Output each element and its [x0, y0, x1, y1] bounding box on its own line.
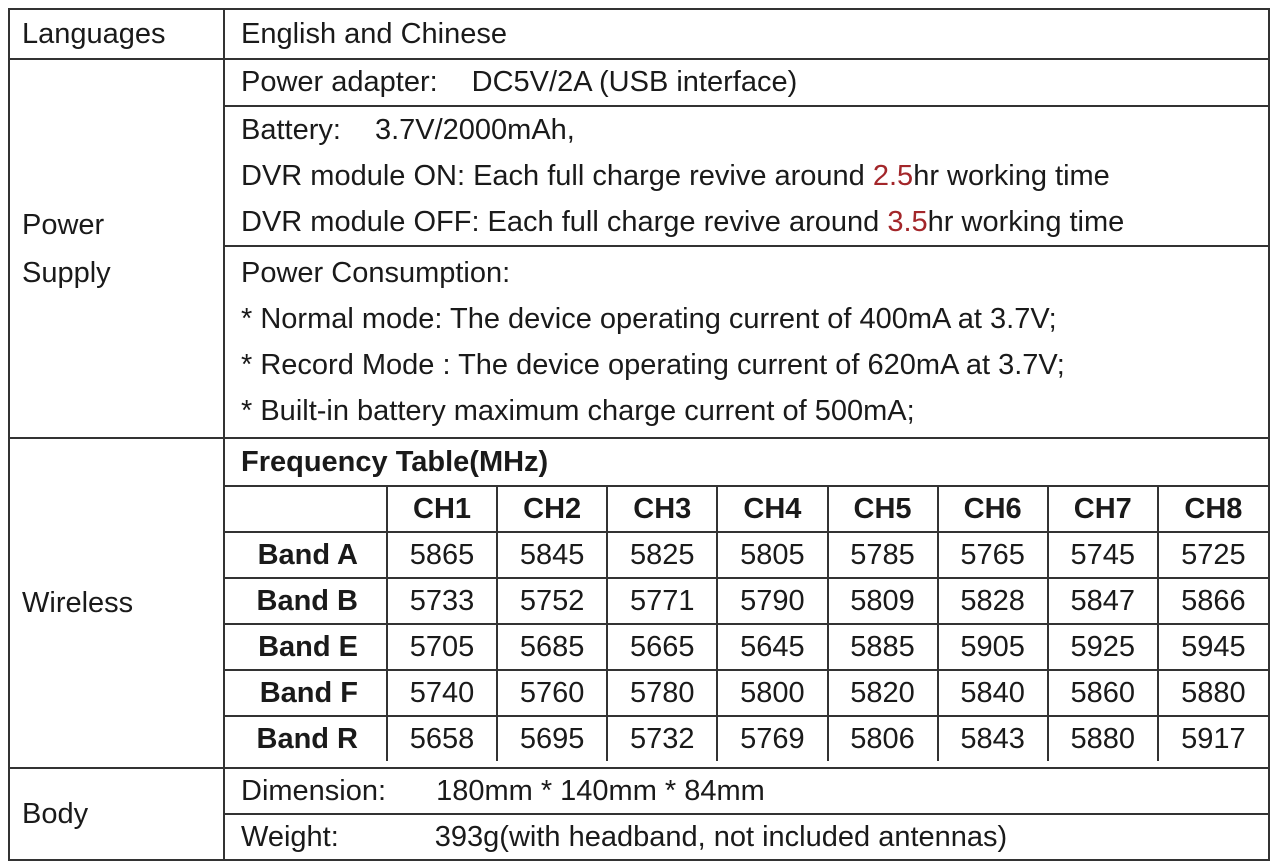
weight-value: 393g(with headband, not included antennas) — [434, 820, 1008, 853]
power-adapter-label: Power adapter: — [241, 66, 438, 98]
power-adapter-value: DC5V/2A (USB interface) — [471, 66, 798, 98]
frequency-value: 5733 — [387, 578, 497, 624]
frequency-value: 5925 — [1048, 624, 1158, 670]
dimension-value: 180mm * 140mm * 84mm — [436, 774, 765, 807]
wireless-label: Wireless — [9, 438, 224, 768]
frequency-value: 5805 — [717, 532, 827, 578]
frequency-value: 5880 — [1048, 716, 1158, 761]
power-supply-label-line2: Supply — [22, 256, 111, 289]
dvr-off-prefix: DVR module OFF: Each full charge revive around — [241, 206, 888, 238]
dvr-on-suffix: hr working time — [913, 160, 1110, 192]
frequency-cell — [224, 438, 1269, 768]
channel-header-ch5: CH5 — [828, 486, 938, 532]
frequency-table-body — [225, 486, 1268, 761]
frequency-value: 5665 — [607, 624, 717, 670]
frequency-value: 5645 — [717, 624, 827, 670]
band-name: Band F — [225, 670, 387, 716]
frequency-value: 5825 — [607, 532, 717, 578]
dvr-off-line — [241, 199, 1268, 245]
consumption-item: * Normal mode: The device operating current of 400mA at 3.7V; — [241, 303, 1057, 335]
frequency-corner-cell — [225, 486, 387, 532]
consumption-item: * Record Mode : The device operating current of 620mA at 3.7V; — [241, 349, 1065, 381]
channel-header-ch4: CH4 — [717, 486, 827, 532]
wireless-row — [9, 438, 1269, 768]
frequency-value: 5800 — [717, 670, 827, 716]
frequency-value: 5945 — [1158, 624, 1268, 670]
battery-label: Battery: — [241, 114, 341, 146]
frequency-value: 5752 — [497, 578, 607, 624]
dvr-off-hours: 3.5 — [887, 206, 928, 238]
weight-label: Weight: — [241, 820, 339, 853]
frequency-value: 5695 — [497, 716, 607, 761]
frequency-value: 5866 — [1158, 578, 1268, 624]
frequency-value: 5843 — [938, 716, 1048, 761]
channel-header-ch7: CH7 — [1048, 486, 1158, 532]
power-supply-label — [9, 59, 224, 438]
frequency-table — [225, 485, 1268, 761]
band-name: Band A — [225, 532, 387, 578]
frequency-value: 5732 — [607, 716, 717, 761]
frequency-value: 5765 — [938, 532, 1048, 578]
languages-value: English and Chinese — [224, 9, 1269, 59]
channel-header-ch3: CH3 — [607, 486, 717, 532]
frequency-value: 5745 — [1048, 532, 1158, 578]
frequency-value: 5771 — [607, 578, 717, 624]
frequency-value: 5790 — [717, 578, 827, 624]
power-consumption-title: Power Consumption: — [241, 257, 511, 289]
dimension-row — [9, 768, 1269, 814]
body-label: Body — [9, 768, 224, 860]
battery-line — [241, 107, 1268, 153]
frequency-value: 5685 — [497, 624, 607, 670]
band-row — [225, 716, 1268, 761]
power-consumption-cell — [224, 246, 1269, 438]
frequency-value: 5880 — [1158, 670, 1268, 716]
languages-label: Languages — [9, 9, 224, 59]
power-adapter-row — [9, 59, 1269, 106]
band-name: Band B — [225, 578, 387, 624]
band-name: Band E — [225, 624, 387, 670]
frequency-value: 5725 — [1158, 532, 1268, 578]
frequency-value: 5705 — [387, 624, 497, 670]
band-row — [225, 670, 1268, 716]
frequency-value: 5860 — [1048, 670, 1158, 716]
channel-header-ch1: CH1 — [387, 486, 497, 532]
frequency-value: 5785 — [828, 532, 938, 578]
frequency-value: 5828 — [938, 578, 1048, 624]
frequency-value: 5769 — [717, 716, 827, 761]
battery-value: 3.7V/2000mAh, — [374, 114, 575, 146]
frequency-header-row — [225, 486, 1268, 532]
dvr-on-hours: 2.5 — [872, 160, 914, 192]
battery-cell — [224, 106, 1269, 246]
frequency-value: 5820 — [828, 670, 938, 716]
frequency-value: 5809 — [828, 578, 938, 624]
frequency-value: 5917 — [1158, 716, 1268, 761]
frequency-value: 5740 — [387, 670, 497, 716]
band-row — [225, 532, 1268, 578]
consumption-item: * Built-in battery maximum charge current of 500mA; — [241, 395, 915, 427]
frequency-value: 5865 — [387, 532, 497, 578]
frequency-value: 5840 — [938, 670, 1048, 716]
power-adapter-cell — [224, 59, 1269, 106]
channel-header-ch2: CH2 — [497, 486, 607, 532]
frequency-value: 5658 — [387, 716, 497, 761]
frequency-value: 5760 — [497, 670, 607, 716]
dimension-label: Dimension: — [241, 774, 387, 807]
channel-header-ch6: CH6 — [938, 486, 1048, 532]
power-supply-label-line1: Power — [22, 208, 105, 241]
dvr-off-suffix: hr working time — [927, 206, 1125, 238]
spec-table — [8, 8, 1270, 861]
frequency-value: 5780 — [607, 670, 717, 716]
frequency-value: 5845 — [497, 532, 607, 578]
channel-header-ch8: CH8 — [1158, 486, 1268, 532]
band-row — [225, 578, 1268, 624]
band-row — [225, 624, 1268, 670]
frequency-value: 5905 — [938, 624, 1048, 670]
dvr-on-line — [241, 153, 1268, 199]
languages-row — [9, 9, 1269, 59]
frequency-value: 5885 — [828, 624, 938, 670]
weight-cell — [224, 814, 1269, 860]
frequency-table-title: Frequency Table(MHz) — [241, 446, 549, 478]
frequency-value: 5806 — [828, 716, 938, 761]
band-name: Band R — [225, 716, 387, 761]
dvr-on-prefix: DVR module ON: Each full charge revive around — [241, 160, 873, 192]
frequency-value: 5847 — [1048, 578, 1158, 624]
dimension-cell — [224, 768, 1269, 814]
